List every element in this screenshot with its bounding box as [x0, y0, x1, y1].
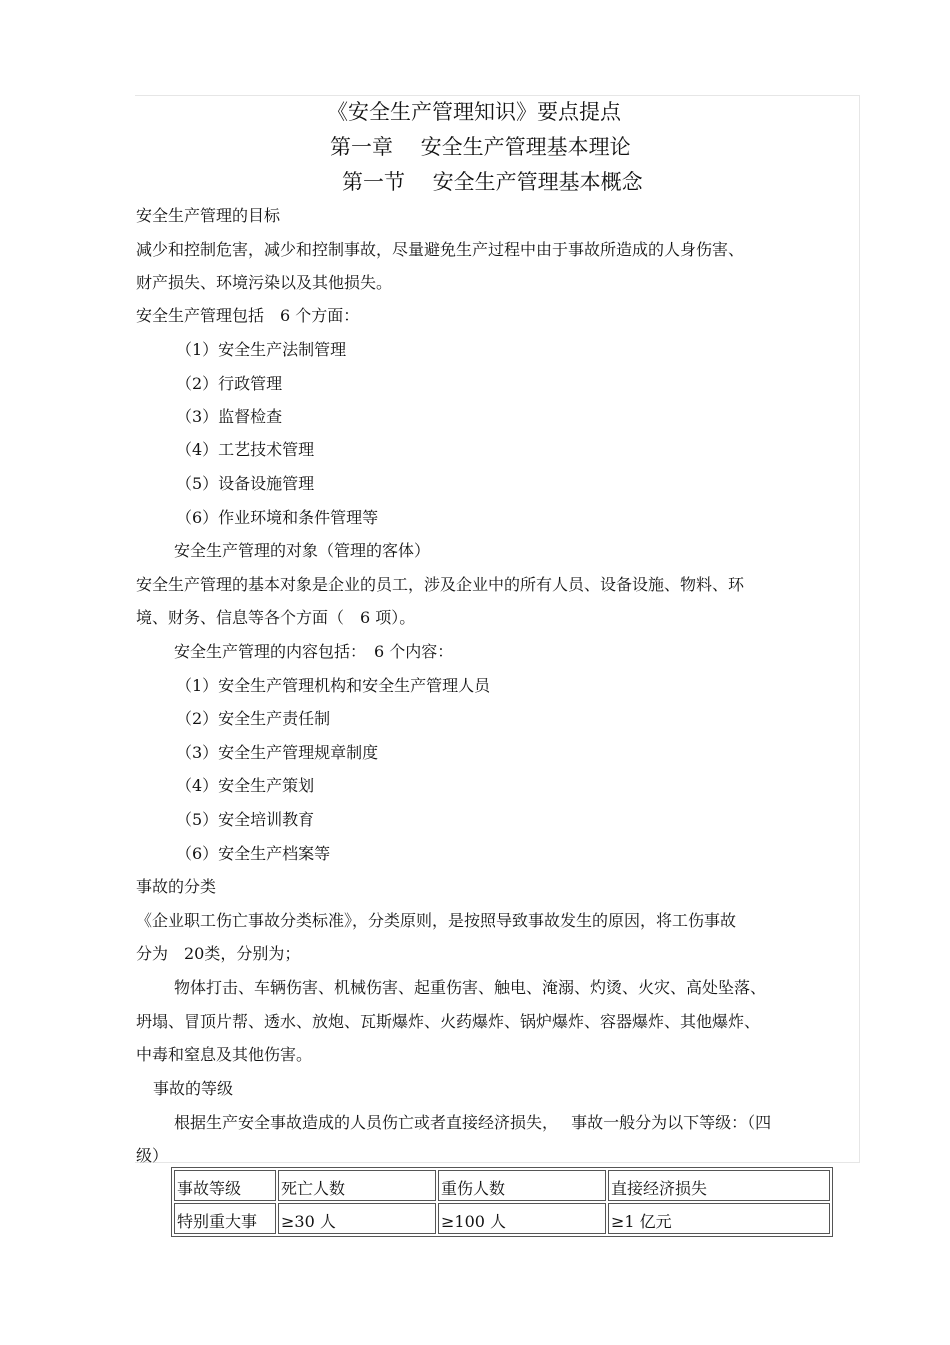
aspects-heading: 安全生产管理包括 6 个方面： — [136, 306, 360, 325]
accident-types-line-2: 坍塌、冒顶片帮、透水、放炮、瓦斯爆炸、火药爆炸、锅炉爆炸、容器爆炸、其他爆炸、 — [136, 1012, 761, 1031]
content-item: （6）安全生产档案等 — [176, 844, 331, 863]
table-cell: ≥1 亿元 — [608, 1203, 830, 1234]
classification-heading: 事故的分类 — [136, 877, 217, 896]
chapter-title: 第一章 安全生产管理基本理论 — [330, 135, 631, 159]
accident-grade-table — [171, 1167, 833, 1237]
aspect-item: （4）工艺技术管理 — [176, 440, 315, 459]
table-header-row — [174, 1170, 830, 1201]
goal-text-line-1: 减少和控制危害，减少和控制事故，尽量避免生产过程中由于事故所造成的人身伤害、 — [136, 240, 745, 259]
content-item: （4）安全生产策划 — [176, 776, 315, 795]
table-cell: ≥30 人 — [278, 1203, 436, 1234]
object-text-line-2: 境、财务、信息等各个方面（ 6 项）。 — [136, 608, 416, 627]
goal-heading: 安全生产管理的目标 — [136, 206, 281, 225]
content-item: （5）安全培训教育 — [176, 810, 315, 829]
object-text-line-1: 安全生产管理的基本对象是企业的员工，涉及企业中的所有人员、设备设施、物料、环 — [136, 575, 745, 594]
table-row — [174, 1203, 830, 1234]
aspect-item: （2）行政管理 — [176, 374, 283, 393]
table-cell: 特别重大事 — [174, 1203, 276, 1234]
classification-text-line-1: 《企业职工伤亡事故分类标准》，分类原则，是按照导致事故发生的原因，将工伤事故 — [136, 911, 737, 930]
header-cell-grade: 事故等级 — [174, 1170, 276, 1201]
table-cell: ≥100 人 — [438, 1203, 606, 1234]
content-item: （2）安全生产责任制 — [176, 709, 331, 728]
grade-heading: 事故的等级 — [153, 1079, 234, 1098]
goal-text-line-2: 财产损失、环境污染以及其他损失。 — [136, 273, 393, 292]
header-cell-deaths: 死亡人数 — [278, 1170, 436, 1201]
content-heading: 安全生产管理的内容包括： 6 个内容： — [174, 642, 454, 661]
accident-types-line-1: 物体打击、车辆伤害、机械伤害、起重伤害、触电、淹溺、灼烫、火灾、高处坠落、 — [174, 978, 767, 997]
object-heading: 安全生产管理的对象（管理的客体） — [174, 541, 431, 560]
aspect-item: （5）设备设施管理 — [176, 474, 315, 493]
aspect-item: （3）监督检查 — [176, 407, 283, 426]
aspect-item: （1）安全生产法制管理 — [176, 340, 347, 359]
accident-types-line-3: 中毒和窒息及其他伤害。 — [136, 1045, 313, 1064]
grade-text-line-1: 根据生产安全事故造成的人员伤亡或者直接经济损失， 事故一般分为以下等级：（四 — [174, 1113, 772, 1132]
section-title: 第一节 安全生产管理基本概念 — [342, 170, 643, 194]
content-item: （1）安全生产管理机构和安全生产管理人员 — [176, 676, 491, 695]
grade-text-line-2: 级） — [136, 1146, 169, 1165]
document-title: 《安全生产管理知识》要点提点 — [327, 100, 621, 124]
classification-text-line-2: 分为 20类，分别为； — [136, 944, 301, 963]
header-cell-economic-loss: 直接经济损失 — [608, 1170, 830, 1201]
content-item: （3）安全生产管理规章制度 — [176, 743, 379, 762]
header-cell-serious-injuries: 重伤人数 — [438, 1170, 606, 1201]
aspect-item: （6）作业环境和条件管理等 — [176, 508, 379, 527]
